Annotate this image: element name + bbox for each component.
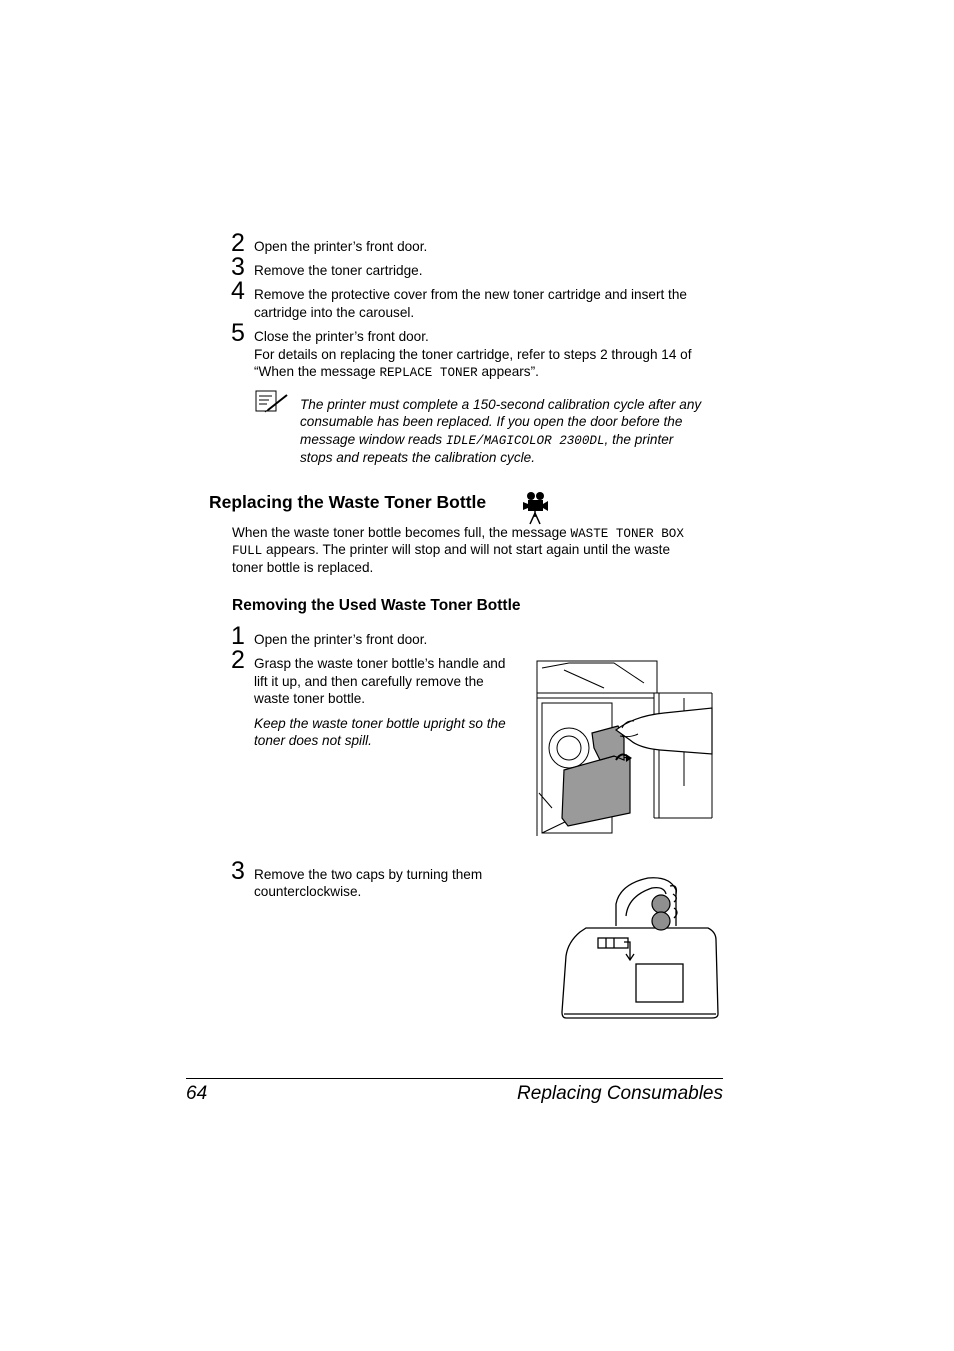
message-code: IDLE/MAGICOLOR 2300DL (445, 434, 605, 448)
video-camera-icon (521, 491, 549, 525)
step-text: Open the printer’s front door. (254, 239, 428, 254)
step-text: Remove the toner cartridge. (254, 263, 423, 278)
step-text: Open the printer’s front door. (254, 632, 428, 647)
message-code: WASTE TONER BOX (570, 527, 684, 541)
note-text (300, 431, 673, 451)
step-number: 4 (231, 277, 245, 305)
step-note: toner does not spill. (254, 733, 372, 748)
message-code: FULL (232, 544, 263, 558)
step-text: For details on replacing the toner cartridge, refer to steps 2 through 14 of (254, 347, 692, 362)
step-text: Grasp the waste toner bottle’s handle and (254, 656, 506, 671)
step-text: waste toner bottle. (254, 691, 366, 706)
step-number: 3 (231, 253, 245, 281)
step-text: Remove the two caps by turning them (254, 867, 483, 882)
note-text: consumable has been replaced. If you open the door before the (300, 414, 683, 429)
section-intro: toner bottle is replaced. (232, 560, 374, 575)
note-text: stops and repeats the calibration cycle. (300, 450, 536, 465)
step-text-part: “When the message (254, 364, 380, 379)
note-text-part: , the printer (604, 432, 674, 447)
step-text: Remove the protective cover from the new toner cartridge and insert the (254, 287, 687, 302)
step-number: 1 (231, 622, 245, 650)
step-number: 2 (231, 229, 245, 257)
step-number: 3 (231, 857, 245, 885)
message-code: REPLACE TONER (379, 366, 478, 380)
note-pencil-icon (255, 390, 291, 414)
footer-divider (186, 1078, 723, 1079)
printer-illustration (534, 658, 714, 838)
note-text-part: message window reads (300, 432, 446, 447)
intro-part: When the waste toner bottle becomes full, the message (232, 525, 571, 540)
note-text: The printer must complete a 150-second calibration cycle after any (300, 397, 702, 412)
intro-part: appears. The printer will stop and will not start again until the waste (262, 542, 671, 557)
subsection-heading: Removing the Used Waste Toner Bottle (232, 597, 521, 614)
section-intro (232, 541, 670, 561)
step-text: cartridge into the carousel. (254, 305, 415, 320)
chapter-title: Replacing Consumables (517, 1083, 723, 1104)
section-heading (209, 492, 486, 513)
step-text: counterclockwise. (254, 884, 362, 899)
waste-bottle-illustration (558, 874, 722, 1022)
page-number: 64 (186, 1083, 208, 1104)
step-text (254, 363, 539, 383)
step-number: 5 (231, 319, 245, 347)
step-number: 2 (231, 646, 245, 674)
step-note: Keep the waste toner bottle upright so the (254, 716, 506, 731)
step-text: lift it up, and then carefully remove the (254, 674, 484, 689)
section-title: Replacing the Waste Toner Bottle (209, 492, 487, 512)
step-text-part: appears”. (477, 364, 539, 379)
step-text: Close the printer’s front door. (254, 329, 429, 344)
